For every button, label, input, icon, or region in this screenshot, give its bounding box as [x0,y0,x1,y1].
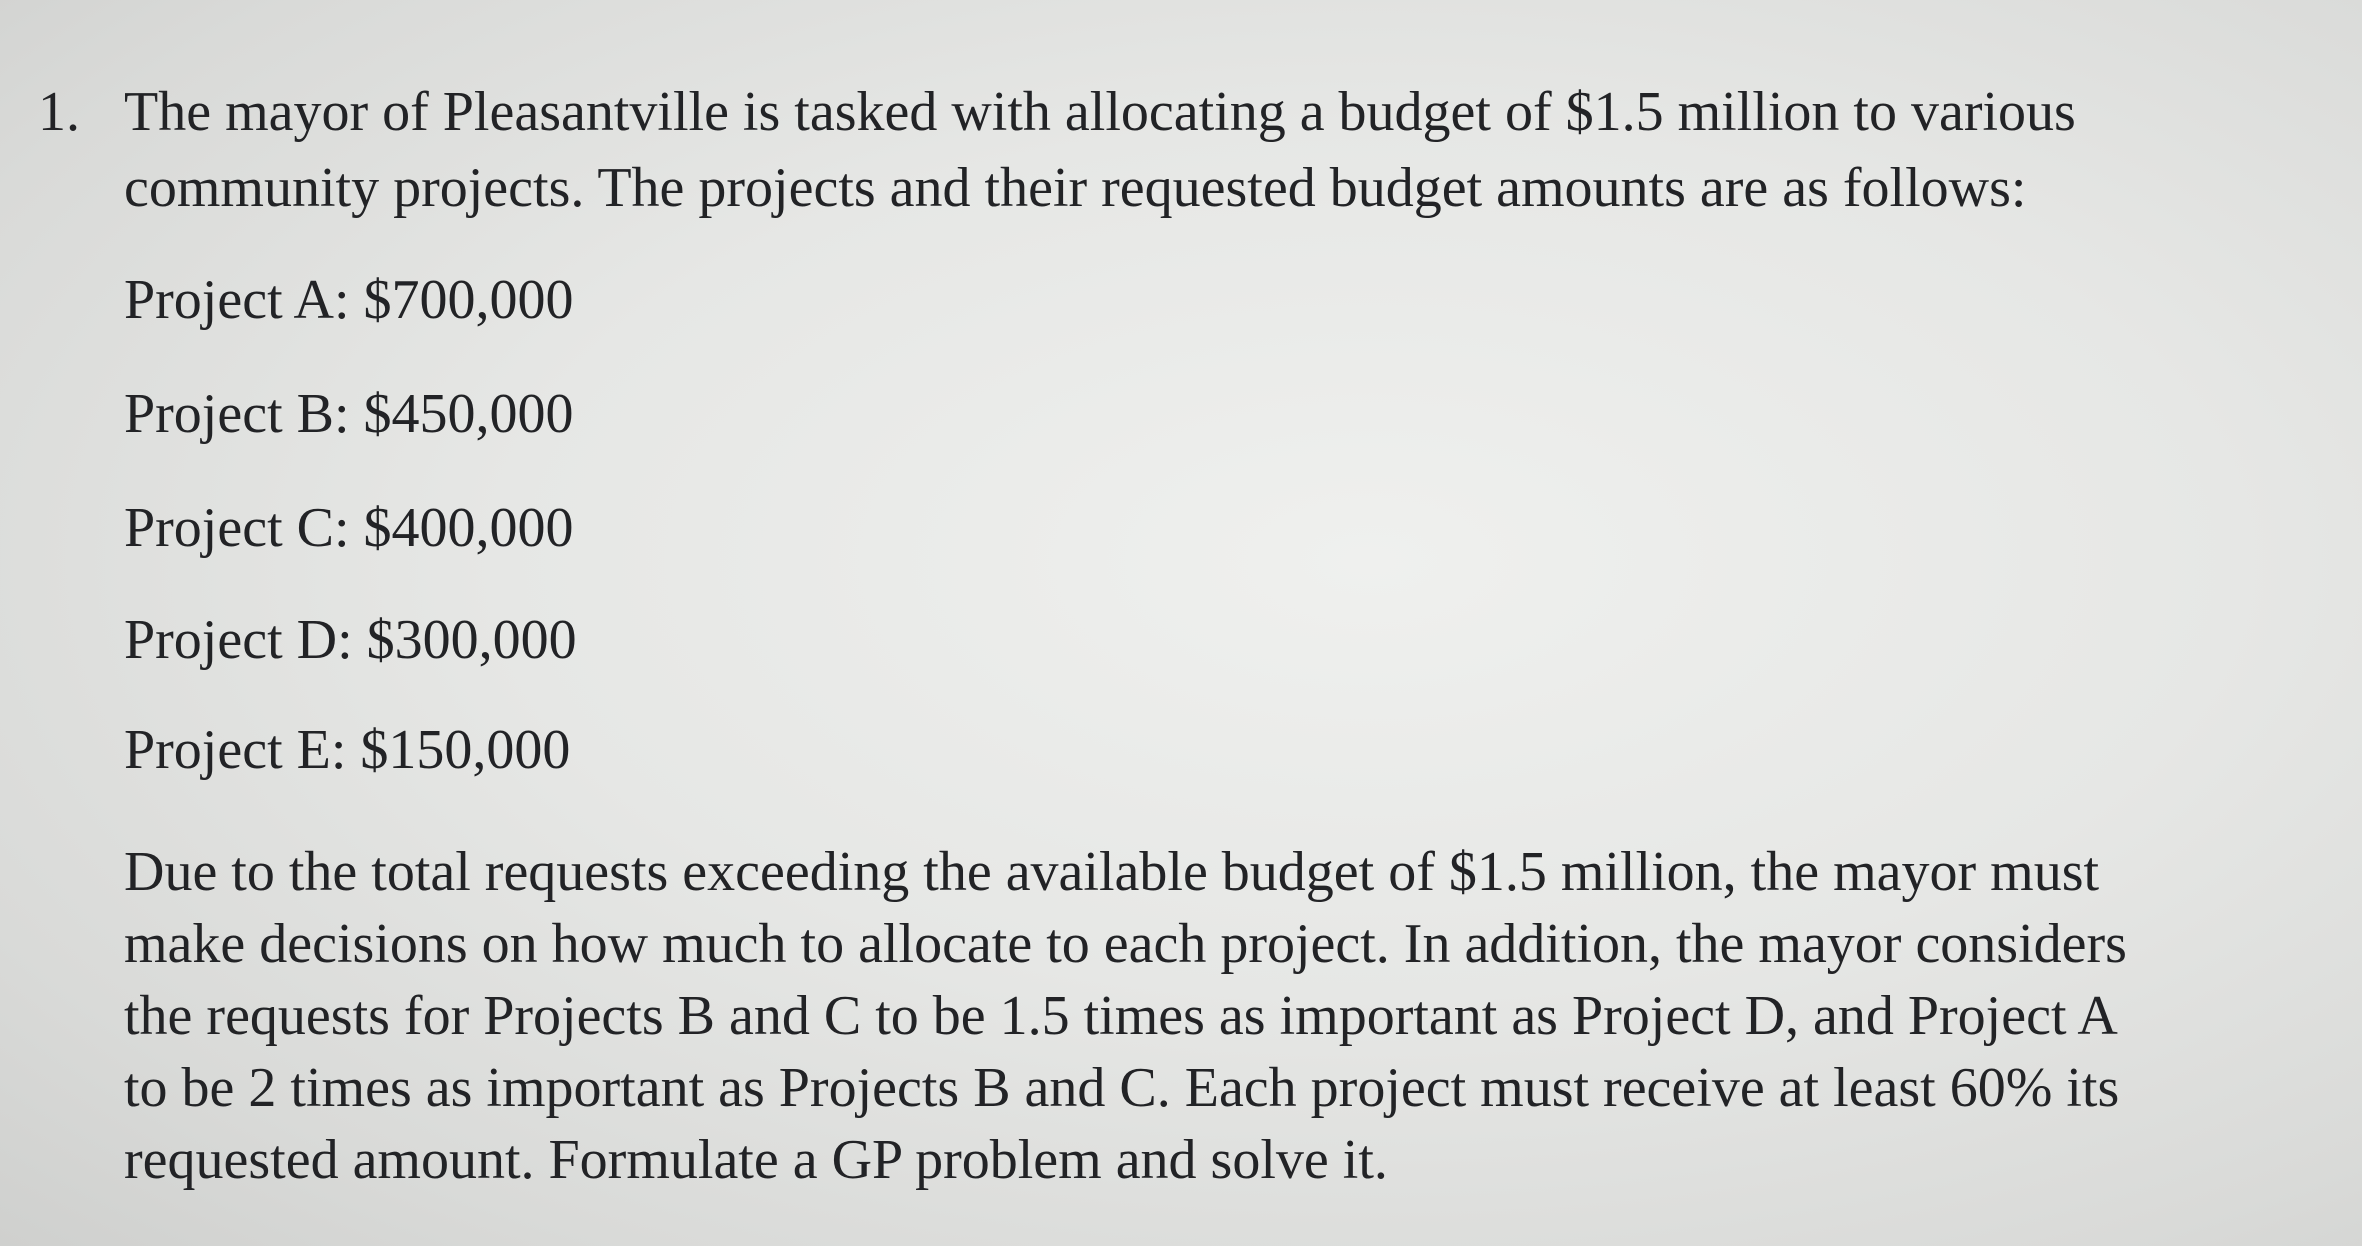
project-a-amount: Project A: $700,000 [124,269,574,331]
intro-line-2: community projects. The projects and their requested budget amounts are as follows: [124,157,2027,219]
closing-line-4: to be 2 times as important as Projects B and C. Each project must receive at least 60% its [124,1057,2120,1119]
project-b-amount: Project B: $450,000 [124,383,574,445]
project-c-amount: Project C: $400,000 [124,497,574,559]
closing-line-1: Due to the total requests exceeding the available budget of $1.5 million, the mayor must [124,841,2100,903]
closing-line-3: the requests for Projects B and C to be 1.5 times as important as Project D, and Project A [124,985,2118,1047]
project-e-amount: Project E: $150,000 [124,719,571,781]
closing-line-5: requested amount. Formulate a GP problem and solve it. [124,1129,1388,1191]
project-d-amount: Project D: $300,000 [124,609,577,671]
closing-line-2: make decisions on how much to allocate to each project. In addition, the mayor considers [124,913,2127,975]
question-number: 1. [38,81,80,143]
intro-line-1: The mayor of Pleasantville is tasked with allocating a budget of $1.5 million to various [124,81,2076,143]
